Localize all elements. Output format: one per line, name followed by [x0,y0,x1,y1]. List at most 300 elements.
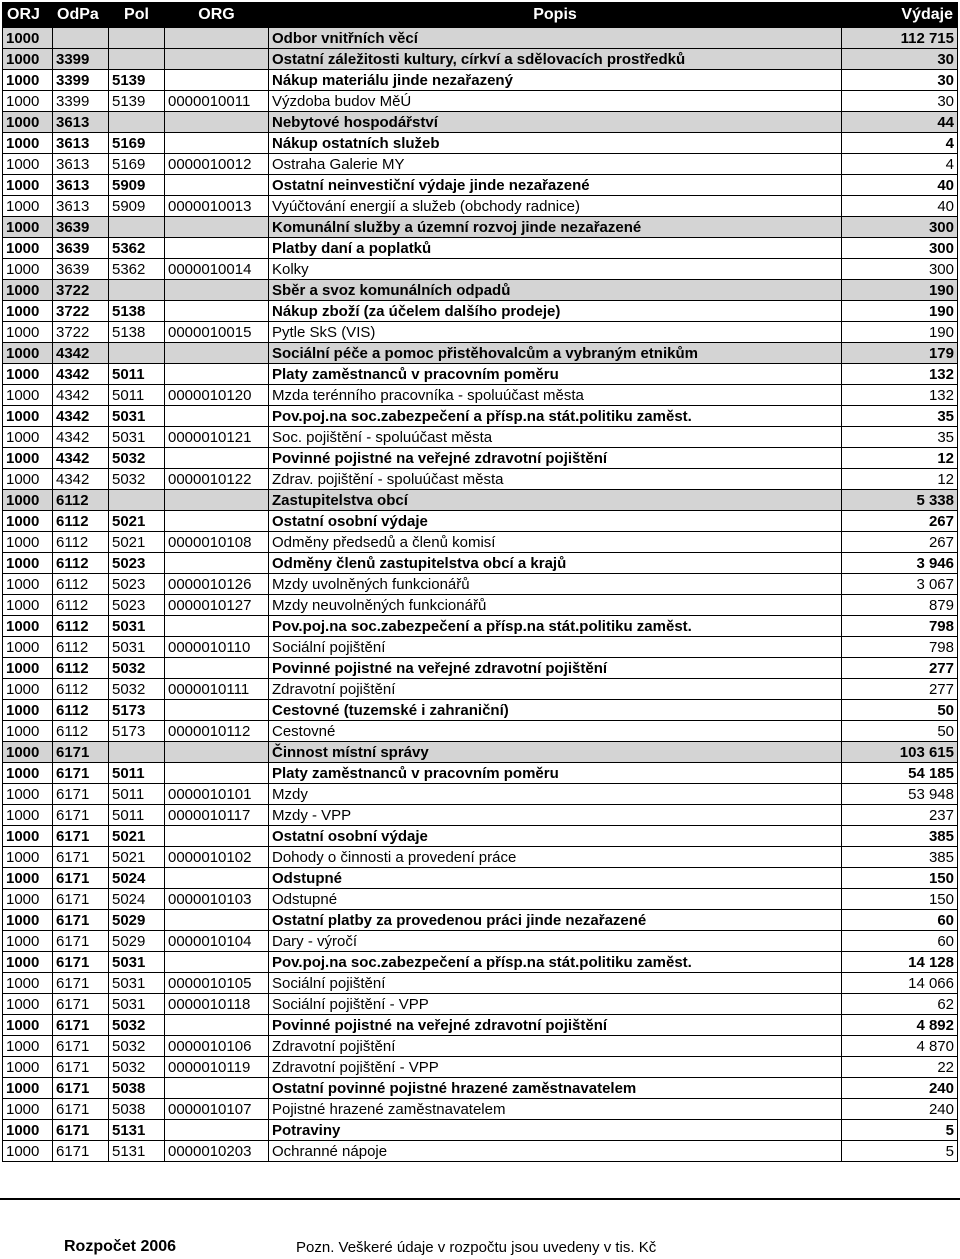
cell-odpa: 4342 [53,469,109,490]
cell-orj: 1000 [3,1120,53,1141]
cell-org: 0000010105 [165,973,269,994]
cell-odpa: 3613 [53,175,109,196]
cell-popis: Mzdy [269,784,842,805]
table-row [3,112,958,133]
table-row [3,910,958,931]
cell-odpa: 6171 [53,784,109,805]
cell-orj: 1000 [3,826,53,847]
cell-org [165,1015,269,1036]
cell-orj: 1000 [3,196,53,217]
header-orj: ORJ [3,3,53,28]
header-vydaje: Výdaje [842,3,958,28]
cell-org [165,112,269,133]
cell-vydaje: 267 [842,532,958,553]
cell-pol: 5021 [109,511,165,532]
table-row [3,721,958,742]
cell-vydaje: 385 [842,847,958,868]
cell-pol: 5029 [109,931,165,952]
cell-pol: 5011 [109,364,165,385]
cell-vydaje: 40 [842,196,958,217]
header-org: ORG [165,3,269,28]
cell-popis: Nákup ostatních služeb [269,133,842,154]
cell-org: 0000010122 [165,469,269,490]
cell-orj: 1000 [3,1099,53,1120]
cell-popis: Cestovné [269,721,842,742]
cell-org [165,616,269,637]
cell-orj: 1000 [3,1057,53,1078]
cell-vydaje: 62 [842,994,958,1015]
cell-org: 0000010013 [165,196,269,217]
cell-orj: 1000 [3,973,53,994]
cell-org: 0000010106 [165,1036,269,1057]
cell-vydaje: 14 128 [842,952,958,973]
cell-odpa: 6112 [53,679,109,700]
cell-orj: 1000 [3,175,53,196]
cell-vydaje: 4 892 [842,1015,958,1036]
table-row [3,574,958,595]
cell-pol: 5021 [109,847,165,868]
cell-popis: Odbor vnitřních věcí [269,28,842,49]
cell-pol: 5031 [109,994,165,1015]
cell-org: 0000010015 [165,322,269,343]
cell-orj: 1000 [3,217,53,238]
table-row [3,805,958,826]
cell-vydaje: 798 [842,616,958,637]
table-row [3,49,958,70]
cell-org: 0000010104 [165,931,269,952]
table-row [3,553,958,574]
table-row [3,196,958,217]
cell-popis: Nákup materiálu jinde nezařazený [269,70,842,91]
cell-popis: Činnost místní správy [269,742,842,763]
table-row [3,28,958,49]
table-row [3,532,958,553]
cell-orj: 1000 [3,343,53,364]
cell-pol: 5131 [109,1120,165,1141]
cell-org: 0000010117 [165,805,269,826]
cell-org [165,490,269,511]
cell-popis: Dary - výročí [269,931,842,952]
budget-year-label: Rozpočet 2006 [64,1238,177,1255]
table-row [3,784,958,805]
cell-vydaje: 5 338 [842,490,958,511]
table-row [3,868,958,889]
cell-orj: 1000 [3,742,53,763]
cell-pol [109,28,165,49]
cell-orj: 1000 [3,658,53,679]
cell-pol: 5029 [109,910,165,931]
cell-pol: 5139 [109,91,165,112]
cell-odpa: 4342 [53,385,109,406]
table-row [3,826,958,847]
cell-popis: Potraviny [269,1120,842,1141]
cell-odpa: 6171 [53,826,109,847]
table-row [3,931,958,952]
cell-popis: Pytle SkS (VIS) [269,322,842,343]
cell-odpa: 6171 [53,889,109,910]
cell-vydaje: 240 [842,1099,958,1120]
cell-vydaje: 277 [842,679,958,700]
cell-pol: 5173 [109,700,165,721]
table-row [3,700,958,721]
cell-org: 0000010101 [165,784,269,805]
footer-divider [0,1198,960,1200]
cell-odpa: 6112 [53,637,109,658]
cell-vydaje: 300 [842,217,958,238]
cell-org [165,763,269,784]
cell-orj: 1000 [3,469,53,490]
cell-odpa: 6171 [53,742,109,763]
cell-popis: Sociální pojištění [269,973,842,994]
cell-popis: Mzdy - VPP [269,805,842,826]
cell-orj: 1000 [3,406,53,427]
cell-popis: Platby daní a poplatků [269,238,842,259]
table-row [3,1120,958,1141]
cell-popis: Kolky [269,259,842,280]
table-row [3,217,958,238]
cell-org: 0000010126 [165,574,269,595]
table-row [3,406,958,427]
cell-vydaje: 879 [842,595,958,616]
cell-org [165,700,269,721]
cell-odpa: 3399 [53,70,109,91]
cell-popis: Výzdoba budov MěÚ [269,91,842,112]
cell-odpa: 6112 [53,616,109,637]
cell-org: 0000010120 [165,385,269,406]
table-row [3,973,958,994]
cell-pol: 5032 [109,1015,165,1036]
cell-odpa: 3722 [53,301,109,322]
cell-org [165,28,269,49]
cell-odpa: 3722 [53,280,109,301]
cell-pol: 5021 [109,532,165,553]
cell-popis: Nákup zboží (za účelem dalšího prodeje) [269,301,842,322]
cell-odpa: 3399 [53,91,109,112]
table-row [3,238,958,259]
cell-vydaje: 60 [842,910,958,931]
table-row [3,1141,958,1162]
cell-pol: 5038 [109,1078,165,1099]
cell-odpa: 6171 [53,973,109,994]
cell-odpa: 4342 [53,343,109,364]
cell-orj: 1000 [3,448,53,469]
cell-odpa: 6112 [53,490,109,511]
cell-orj: 1000 [3,616,53,637]
cell-orj: 1000 [3,532,53,553]
cell-popis: Odstupné [269,868,842,889]
cell-orj: 1000 [3,28,53,49]
cell-vydaje: 35 [842,427,958,448]
cell-pol: 5031 [109,406,165,427]
cell-pol [109,343,165,364]
table-row [3,1036,958,1057]
cell-orj: 1000 [3,595,53,616]
cell-vydaje: 112 715 [842,28,958,49]
cell-vydaje: 60 [842,931,958,952]
cell-orj: 1000 [3,994,53,1015]
cell-orj: 1000 [3,511,53,532]
cell-odpa: 6112 [53,532,109,553]
cell-odpa: 6171 [53,1099,109,1120]
cell-vydaje: 5 [842,1141,958,1162]
cell-vydaje: 30 [842,91,958,112]
cell-orj: 1000 [3,784,53,805]
cell-org [165,343,269,364]
cell-org [165,910,269,931]
cell-odpa: 6112 [53,700,109,721]
cell-odpa: 3613 [53,133,109,154]
cell-odpa: 4342 [53,427,109,448]
cell-odpa: 3722 [53,322,109,343]
cell-pol: 5024 [109,868,165,889]
cell-vydaje: 14 066 [842,973,958,994]
table-row [3,1057,958,1078]
cell-orj: 1000 [3,952,53,973]
cell-vydaje: 267 [842,511,958,532]
cell-pol: 5169 [109,154,165,175]
cell-orj: 1000 [3,805,53,826]
table-header-row [3,3,958,28]
table-row [3,952,958,973]
cell-popis: Ostatní neinvestiční výdaje jinde nezařazené [269,175,842,196]
cell-popis: Sběr a svoz komunálních odpadů [269,280,842,301]
cell-org [165,133,269,154]
table-row [3,889,958,910]
cell-vydaje: 103 615 [842,742,958,763]
cell-pol: 5024 [109,889,165,910]
cell-vydaje: 22 [842,1057,958,1078]
cell-vydaje: 385 [842,826,958,847]
cell-orj: 1000 [3,763,53,784]
cell-orj: 1000 [3,721,53,742]
cell-org [165,280,269,301]
cell-popis: Platy zaměstnanců v pracovním poměru [269,763,842,784]
cell-org [165,448,269,469]
cell-orj: 1000 [3,1141,53,1162]
cell-odpa: 6171 [53,1120,109,1141]
cell-pol: 5038 [109,1099,165,1120]
cell-popis: Zdravotní pojištění [269,679,842,700]
cell-pol: 5909 [109,175,165,196]
cell-pol: 5032 [109,1057,165,1078]
cell-pol: 5031 [109,427,165,448]
cell-org [165,175,269,196]
table-row [3,448,958,469]
table-row [3,427,958,448]
table-row [3,1015,958,1036]
table-row [3,343,958,364]
cell-vydaje: 300 [842,259,958,280]
cell-odpa: 6171 [53,1057,109,1078]
cell-odpa: 4342 [53,406,109,427]
cell-org: 0000010107 [165,1099,269,1120]
cell-popis: Platy zaměstnanců v pracovním poměru [269,364,842,385]
table-row [3,154,958,175]
cell-popis: Mzdy neuvolněných funkcionářů [269,595,842,616]
cell-org [165,553,269,574]
cell-pol [109,217,165,238]
cell-popis: Odměny členů zastupitelstva obcí a krajů [269,553,842,574]
cell-org [165,364,269,385]
cell-orj: 1000 [3,1036,53,1057]
cell-vydaje: 50 [842,700,958,721]
cell-odpa: 6112 [53,658,109,679]
cell-vydaje: 4 870 [842,1036,958,1057]
cell-orj: 1000 [3,637,53,658]
cell-vydaje: 3 067 [842,574,958,595]
table-row [3,385,958,406]
cell-orj: 1000 [3,868,53,889]
cell-odpa: 6171 [53,952,109,973]
cell-popis: Mzdy uvolněných funkcionářů [269,574,842,595]
cell-org [165,301,269,322]
cell-orj: 1000 [3,154,53,175]
cell-org [165,868,269,889]
cell-vydaje: 4 [842,154,958,175]
cell-popis: Vyúčtování energií a služeb (obchody radnice) [269,196,842,217]
cell-odpa: 6171 [53,868,109,889]
cell-vydaje: 53 948 [842,784,958,805]
table-row [3,259,958,280]
cell-orj: 1000 [3,1078,53,1099]
budget-table [2,2,958,1162]
cell-odpa: 6171 [53,994,109,1015]
cell-org: 0000010127 [165,595,269,616]
table-row [3,637,958,658]
table-row [3,70,958,91]
cell-popis: Povinné pojistné na veřejné zdravotní pojištění [269,448,842,469]
cell-org: 0000010108 [165,532,269,553]
cell-org [165,1120,269,1141]
cell-pol: 5031 [109,637,165,658]
cell-orj: 1000 [3,427,53,448]
table-row [3,658,958,679]
cell-vydaje: 798 [842,637,958,658]
cell-vydaje: 4 [842,133,958,154]
cell-popis: Zdravotní pojištění [269,1036,842,1057]
cell-vydaje: 150 [842,868,958,889]
table-row [3,175,958,196]
cell-vydaje: 44 [842,112,958,133]
cell-popis: Komunální služby a územní rozvoj jinde nezařazené [269,217,842,238]
cell-pol [109,490,165,511]
cell-odpa: 3639 [53,259,109,280]
cell-vydaje: 30 [842,70,958,91]
cell-pol: 5138 [109,301,165,322]
cell-popis: Pojistné hrazené zaměstnavatelem [269,1099,842,1120]
cell-odpa: 3613 [53,112,109,133]
cell-pol [109,280,165,301]
cell-orj: 1000 [3,238,53,259]
cell-odpa: 3613 [53,154,109,175]
cell-pol: 5032 [109,1036,165,1057]
cell-vydaje: 300 [842,238,958,259]
cell-orj: 1000 [3,889,53,910]
cell-popis: Nebytové hospodářství [269,112,842,133]
cell-org [165,49,269,70]
cell-org [165,1078,269,1099]
cell-pol: 5011 [109,385,165,406]
cell-vydaje: 190 [842,280,958,301]
cell-odpa: 6112 [53,553,109,574]
cell-org [165,511,269,532]
table-row [3,301,958,322]
cell-org: 0000010012 [165,154,269,175]
cell-popis: Ostatní záležitosti kultury, církví a sdělovacích prostředků [269,49,842,70]
table-row [3,511,958,532]
cell-vydaje: 5 [842,1120,958,1141]
cell-vydaje: 277 [842,658,958,679]
cell-org: 0000010011 [165,91,269,112]
table-row [3,847,958,868]
cell-popis: Sociální pojištění [269,637,842,658]
cell-popis: Pov.poj.na soc.zabezpečení a přísp.na stát.politiku zaměst. [269,406,842,427]
cell-vydaje: 150 [842,889,958,910]
table-row [3,1078,958,1099]
header-pol: Pol [109,3,165,28]
cell-vydaje: 40 [842,175,958,196]
cell-odpa: 6112 [53,595,109,616]
cell-pol: 5023 [109,553,165,574]
table-row [3,763,958,784]
cell-vydaje: 237 [842,805,958,826]
cell-odpa: 3639 [53,217,109,238]
cell-pol: 5362 [109,238,165,259]
cell-pol: 5032 [109,658,165,679]
cell-org [165,70,269,91]
cell-popis: Mzda terénního pracovníka - spoluúčast města [269,385,842,406]
cell-org: 0000010102 [165,847,269,868]
cell-vydaje: 190 [842,301,958,322]
cell-odpa: 6112 [53,574,109,595]
cell-orj: 1000 [3,133,53,154]
cell-pol: 5011 [109,805,165,826]
units-note: Pozn. Veškeré údaje v rozpočtu jsou uvedeny v tis. Kč [296,1239,657,1256]
cell-popis: Povinné pojistné na veřejné zdravotní pojištění [269,1015,842,1036]
cell-odpa: 4342 [53,448,109,469]
cell-orj: 1000 [3,847,53,868]
table-row [3,322,958,343]
cell-popis: Ochranné nápoje [269,1141,842,1162]
table-body [3,28,958,1162]
cell-org: 0000010110 [165,637,269,658]
table-row [3,742,958,763]
cell-popis: Ostraha Galerie MY [269,154,842,175]
cell-pol: 5032 [109,679,165,700]
cell-popis: Odměny předsedů a členů komisí [269,532,842,553]
cell-popis: Ostatní osobní výdaje [269,826,842,847]
cell-org [165,217,269,238]
cell-pol: 5139 [109,70,165,91]
cell-orj: 1000 [3,364,53,385]
cell-odpa: 6171 [53,763,109,784]
cell-pol: 5362 [109,259,165,280]
cell-orj: 1000 [3,931,53,952]
table-row [3,994,958,1015]
cell-org [165,238,269,259]
table-row [3,364,958,385]
cell-popis: Soc. pojištění - spoluúčast města [269,427,842,448]
cell-vydaje: 190 [842,322,958,343]
cell-org: 0000010119 [165,1057,269,1078]
cell-pol: 5169 [109,133,165,154]
cell-orj: 1000 [3,553,53,574]
cell-popis: Pov.poj.na soc.zabezpečení a přísp.na stát.politiku zaměst. [269,616,842,637]
cell-orj: 1000 [3,700,53,721]
cell-pol: 5031 [109,952,165,973]
cell-orj: 1000 [3,91,53,112]
cell-pol: 5011 [109,763,165,784]
